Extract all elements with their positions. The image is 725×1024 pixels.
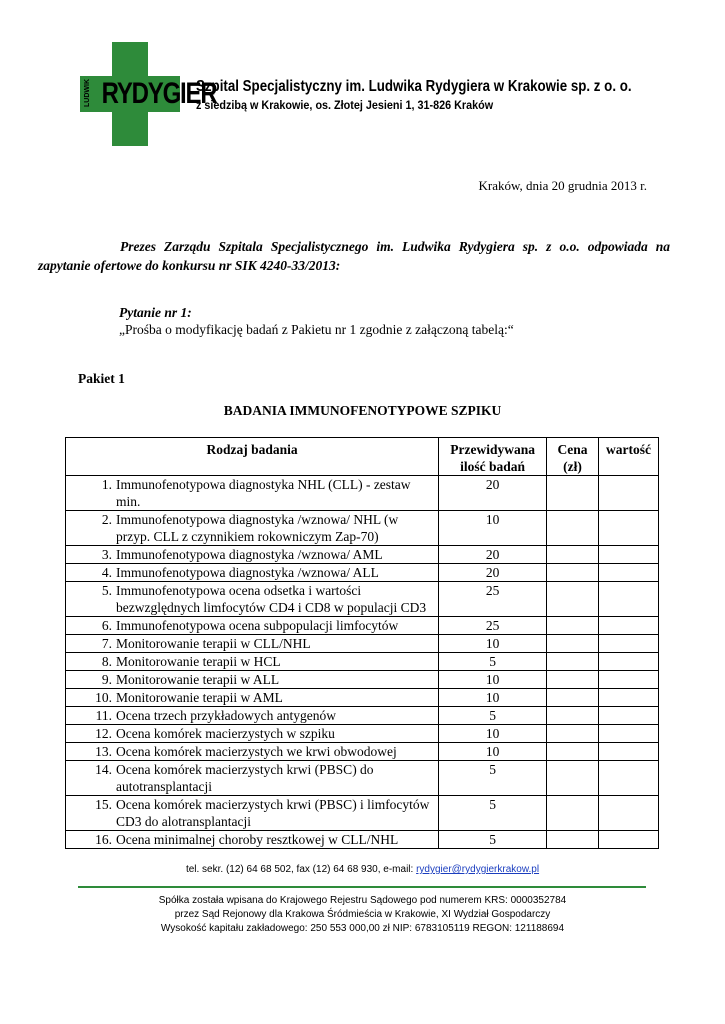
question-label: Pytanie nr 1: [119,305,192,320]
test-name-cell [66,617,439,635]
row-number: 5. [101,583,112,598]
test-quantity: 20 [439,564,547,582]
intro-text: Prezes Zarządu Szpitala Specjalistycznego im. Ludwika Rydygiera sp. z o.o. odpowiada na zapytanie ofertowe do konkursu nr SIK 4240-33/2013: [38,239,670,273]
table-row [66,671,659,689]
header-quantity: Przewidywana ilość badań [439,438,547,476]
contact-email-link[interactable]: rydygier@rydygierkrakow.pl [416,864,540,875]
logo-brand-text: RYDYGIER [101,77,217,110]
table-row [66,831,659,849]
test-quantity: 25 [439,582,547,617]
test-name-cell [66,689,439,707]
table-header-row [66,438,659,476]
price-cell [547,511,599,546]
table-row [66,617,659,635]
price-cell [547,635,599,653]
row-number: 9. [101,672,112,687]
table-row [66,653,659,671]
table-row [66,761,659,796]
test-name-cell [66,707,439,725]
value-cell [599,761,659,796]
price-cell [547,546,599,564]
test-name-cell [66,796,439,831]
value-cell [599,796,659,831]
test-name-cell [66,653,439,671]
table-row [66,743,659,761]
test-name: Ocena komórek macierzystych krwi (PBSC) i limfocytów CD3 do alotransplantacji [116,797,430,829]
price-cell [547,582,599,617]
test-quantity: 10 [439,635,547,653]
document-date: Kraków, dnia 20 grudnia 2013 r. [478,178,647,193]
value-cell [599,653,659,671]
test-name-cell [66,831,439,849]
row-number: 11. [95,708,112,723]
test-name: Immunofenotypowa ocena odsetka i wartości bezwzględnych limfocytów CD4 i CD8 w populacji CD3 [116,583,427,615]
table-row [66,725,659,743]
value-cell [599,546,659,564]
test-quantity: 5 [439,761,547,796]
row-number: 12. [95,726,112,741]
row-number: 14. [95,762,112,777]
tests-table [65,437,659,849]
price-cell [547,707,599,725]
value-cell [599,617,659,635]
test-name: Ocena komórek macierzystych krwi (PBSC) do autotransplantacji [116,762,374,794]
package-label: Pakiet 1 [78,371,125,386]
row-number: 15. [95,797,112,812]
value-cell [599,725,659,743]
contact-line [0,864,725,875]
test-name-cell [66,582,439,617]
row-number: 7. [101,636,112,651]
test-name-cell [66,743,439,761]
test-name: Immunofenotypowa diagnostyka /wznowa/ AML [116,547,383,562]
question-text: „Prośba o modyfikację badań z Pakietu nr 1 zgodnie z załączoną tabelą:“ [119,322,514,337]
price-cell [547,725,599,743]
price-cell [547,476,599,511]
table-row [66,546,659,564]
footer-krs: Spółka została wpisana do Krajowego Rejestru Sądowego pod numerem KRS: 0000352784 [158,895,567,906]
test-name: Immunofenotypowa diagnostyka NHL (CLL) - zestaw min. [116,477,411,509]
test-name: Monitorowanie terapii w CLL/NHL [116,636,311,651]
price-cell [547,796,599,831]
row-number: 3. [101,547,112,562]
row-number: 1. [101,477,112,492]
test-name: Immunofenotypowa diagnostyka /wznowa/ ALL [116,565,379,580]
row-number: 10. [95,690,112,705]
row-number: 6. [101,618,112,633]
table-title: BADANIA IMMUNOFENOTYPOWE SZPIKU [223,403,502,418]
test-quantity: 20 [439,546,547,564]
footer-capital: Wysokość kapitału zakładowego: 250 553 000,00 zł NIP: 6783105119 REGON: 121188694 [160,923,565,934]
test-quantity: 10 [439,725,547,743]
value-cell [599,511,659,546]
header-price: Cena (zł) [547,438,599,476]
price-cell [547,743,599,761]
row-number: 8. [101,654,112,669]
value-cell [599,671,659,689]
price-cell [547,653,599,671]
test-name-cell [66,761,439,796]
footer-court: przez Sąd Rejonowy dla Krakowa Śródmieścia w Krakowie, XI Wydział Gospodarczy [174,909,551,920]
table-row [66,796,659,831]
table-row [66,564,659,582]
intro-paragraph [38,237,670,275]
footer-divider [78,886,646,888]
test-name: Monitorowanie terapii w ALL [116,672,280,687]
header-value: wartość [599,438,659,476]
table-body [66,476,659,849]
table-row [66,511,659,546]
test-name: Monitorowanie terapii w HCL [116,654,281,669]
price-cell [547,671,599,689]
test-name-cell [66,476,439,511]
value-cell [599,689,659,707]
row-number: 13. [95,744,112,759]
test-quantity: 5 [439,653,547,671]
test-quantity: 5 [439,796,547,831]
test-name: Ocena komórek macierzystych we krwi obwodowej [116,744,397,759]
test-name: Immunofenotypowa diagnostyka /wznowa/ NHL (w przyp. CLL z czynnikiem rokowniczym Zap-70) [116,512,399,544]
row-number: 4. [101,565,112,580]
price-cell [547,689,599,707]
value-cell [599,582,659,617]
test-name: Ocena komórek macierzystych w szpiku [116,726,335,741]
price-cell [547,761,599,796]
test-name: Immunofenotypowa ocena subpopulacji limfocytów [116,618,399,633]
table-row [66,707,659,725]
table-row [66,689,659,707]
value-cell [599,635,659,653]
hospital-logo [80,42,217,146]
test-name-cell [66,671,439,689]
contact-text: tel. sekr. (12) 64 68 502, fax (12) 64 68 930, e-mail: [185,864,417,875]
value-cell [599,831,659,849]
value-cell [599,743,659,761]
price-cell [547,831,599,849]
hospital-address: z siedzibą w Krakowie, os. Złotej Jesieni 1, 31-826 Kraków [196,98,494,112]
test-quantity: 10 [439,689,547,707]
value-cell [599,476,659,511]
table-row [66,582,659,617]
logo-small-text: LUDWIK [84,79,91,107]
test-name-cell [66,564,439,582]
test-name-cell [66,635,439,653]
test-quantity: 20 [439,476,547,511]
test-quantity: 10 [439,743,547,761]
value-cell [599,707,659,725]
test-quantity: 10 [439,511,547,546]
test-name: Monitorowanie terapii w AML [116,690,283,705]
price-cell [547,564,599,582]
table-row [66,476,659,511]
test-name: Ocena trzech przykładowych antygenów [116,708,337,723]
test-quantity: 5 [439,831,547,849]
test-name: Ocena minimalnej choroby resztkowej w CLL/NHL [116,832,399,847]
test-name-cell [66,511,439,546]
hospital-name: Szpital Specjalistyczny im. Ludwika Rydygiera w Krakowie sp. z o. o. [196,78,632,95]
test-name-cell [66,546,439,564]
value-cell [599,564,659,582]
header-test-type: Rodzaj badania [66,438,439,476]
table-row [66,635,659,653]
test-quantity: 10 [439,671,547,689]
test-quantity: 25 [439,617,547,635]
row-number: 16. [95,832,112,847]
test-quantity: 5 [439,707,547,725]
row-number: 2. [101,512,112,527]
footer [0,894,725,936]
price-cell [547,617,599,635]
test-name-cell [66,725,439,743]
